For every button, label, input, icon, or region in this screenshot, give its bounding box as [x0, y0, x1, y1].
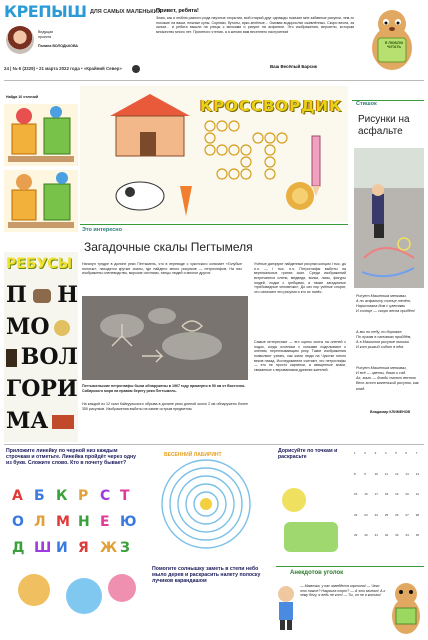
- letters-task-illustration: [4, 478, 142, 626]
- left-col-label: Найди 10 отличий: [6, 95, 39, 99]
- sidebar-rubric: Стишок: [356, 101, 377, 107]
- dot: 16: [364, 492, 368, 497]
- dot: 11: [384, 471, 388, 476]
- poem-author: Владимир КЛИМЕНОВ: [370, 410, 411, 414]
- dot: 24: [374, 512, 378, 517]
- photo-caption: Пегтымельские петроглифы были обнаружены в 1967 году примерно в 50 км от Восточно-Сибирского моря на правом берегу реки Пегтымель.: [82, 384, 246, 393]
- host-label: Ведущая проекта: [38, 30, 54, 39]
- poem-stanza-1: Рисует Машенька мелками, А по асфальту солнце течёт, Нарисовала дом с цветами И солнце — скоро весна придёт!: [356, 294, 416, 314]
- maze-label: ВЕСЕННИЙ ЛАБИРИНТ: [164, 452, 222, 458]
- svg-text:Б: Б: [34, 488, 45, 504]
- svg-text:А: А: [12, 488, 23, 504]
- dot: 18: [384, 492, 389, 497]
- sidebar-title: Рисунки на асфальте: [358, 114, 410, 137]
- dot: 21: [415, 492, 420, 497]
- dot: 35: [415, 533, 420, 538]
- dot: 12: [395, 471, 399, 476]
- svg-text:З: З: [120, 540, 130, 556]
- page-badge: [132, 65, 140, 73]
- dots-task-illustration: [274, 478, 348, 558]
- article-headline: Загадочные скалы Пегтымеля: [84, 240, 253, 254]
- dot: 6: [405, 451, 408, 455]
- bottom-divider: [4, 444, 424, 445]
- dot: 20: [405, 492, 409, 497]
- article-col2: Учёные датируют найденные рисунки концом I тыс. до н.э. — I тыс. н.э. Петроглифы выбиты на вертикальных гранях скал. Среди изображений встречаются олени, медведи, волки, лисы, фигуры людей, лодки с гребцами, а также загадочные «грибовидные человечки». До сих пор учёные спорят, что означают эти рисунки и кто их нанёс.: [254, 262, 346, 295]
- poem-stanza-3: Рисует Машенька мелками, И всё — цветы, дома и сад. Ах, жаль — дожди смоют весною Весь этот маленький рисунок, как клад.: [356, 366, 419, 391]
- issue-line: 24 | № 6 (3229) • 21 марта 2022 года • «Крайний Север»: [4, 66, 122, 71]
- svg-text:С: С: [100, 488, 111, 504]
- dot: 23: [364, 512, 368, 517]
- joke-text: — Мамочка, у нас заведётся картина! — Чего это такое? Накрыла торт? — А это молоко! А к чему бегу, я ведь не кот! — Ты, он не в котики!: [300, 584, 386, 598]
- find-differences-picture-2: [4, 170, 78, 232]
- maze-caption: Помогите солнышку заметь в степи небо мыло дерев и раскрасить налету полоску лучиков карандашом: [152, 566, 261, 585]
- dot: 22: [354, 512, 358, 517]
- rebus-row-4: [6, 376, 78, 404]
- dot: 34: [405, 533, 409, 538]
- hamster-mascot: [360, 2, 424, 78]
- dot: 7: [415, 451, 418, 455]
- dot: 28: [415, 512, 420, 517]
- dot: 9: [364, 471, 366, 476]
- dot: 8: [354, 471, 356, 476]
- svg-text:Л: Л: [34, 514, 46, 530]
- svg-text:Е: Е: [100, 514, 110, 530]
- rebus-letter-2: Н: [57, 282, 78, 308]
- greeting-text: Знаю, как я люблю разного рода научные открытия, мой старый друг однажды показал мне забавные рисунки, чем-то похожие на ваши, нежные купы. Сорняки, бутоны, ярко-зелёные… Оживая водорослях оживлённых. Скоро весна, за окном… и ребята вышли на улицы с мелками и рисуют на асфальте. Это изображения, вероятно, которым множество много лет. Приятного чтения, а я желаю вам весеннего настроения!: [156, 16, 354, 35]
- chalk-drawing-photo: [354, 148, 424, 288]
- article-col1-b: На каждой из 12 скал Кайкуульского обрыва в долине реки длиной около 2 км обнаружено более 350 рисунков. Изображения выбиты на камне острым предметом.: [82, 402, 248, 411]
- logo: КРЕПЫШ: [4, 2, 87, 21]
- signature: Ваш Весёлый Барсик: [270, 64, 318, 69]
- dot: 13: [405, 471, 409, 476]
- rebus-picture-2: [54, 320, 70, 336]
- article-rule: [80, 224, 348, 225]
- poem-stanza-2: А мы по небу, по дорожке, По лужам в сапожках пройдём, А в Машином рисунке окошки И кот рыжий сидит в нём.: [356, 330, 412, 350]
- dot: 25: [384, 512, 389, 517]
- rebus-row-5: [6, 408, 78, 436]
- dot: 4: [384, 451, 387, 455]
- dot: 17: [374, 492, 378, 497]
- dot: 3: [374, 451, 377, 455]
- svg-text:Д: Д: [12, 540, 25, 556]
- dot: 14: [415, 471, 420, 476]
- kid-illustration: [274, 584, 298, 630]
- masthead: [0, 0, 428, 82]
- dots-task-title: Дорисуйте по точкам и раскрасьте: [278, 448, 338, 461]
- dot: 2: [364, 451, 366, 455]
- rebus-word-mo: МО: [6, 314, 50, 340]
- svg-text:М: М: [56, 514, 70, 530]
- greeting-title: Привет, ребята!: [156, 8, 199, 14]
- dot: 19: [395, 492, 399, 497]
- rebus-word-vol: ВОЛ: [20, 344, 78, 370]
- rebus-word-ma: МА: [6, 408, 49, 434]
- dot: 15: [354, 492, 358, 497]
- dot: 30: [364, 533, 368, 538]
- rebus-word-gori: ГОРИ: [6, 376, 78, 402]
- rebus-row-3: [6, 344, 78, 372]
- find-differences-picture-1: [4, 104, 78, 166]
- masthead-divider: [4, 80, 424, 81]
- spring-maze: [146, 448, 266, 552]
- rebus-title: РЕБУСЫ: [6, 256, 73, 272]
- dot-to-dot-grid: [350, 448, 424, 556]
- dot: 27: [405, 512, 409, 517]
- logo-subtitle: ДЛЯ САМЫХ МАЛЕНЬКИХ: [90, 9, 162, 15]
- rebus-picture-1: [33, 289, 51, 303]
- letters-task-title: Приложите линейку по черной низ каждым строчкам и отметьте. Линейка пройдёт через одну из букв. Сложите слово. Кто в почету бывает?: [6, 448, 137, 467]
- article-col3: Самые интересные — это сцены охоты на оленей с лодок, когда охотники с копьями подплывают к оленям, переплывающим реку. Такие изображения позволяют узнать, как жили люди на Чукотке много веков назад. Исследователи считают, что петроглифы — это не просто картинки, а священные знаки, связанные с верованиями древних жителей.: [254, 340, 346, 373]
- rebus-row-2: [6, 314, 78, 342]
- article-rubric: Это интересно: [82, 227, 122, 233]
- petroglyph-photo: [82, 296, 248, 380]
- badge-text: Я ЛЮБЛЮ ЧИТАТЬ: [384, 41, 404, 49]
- svg-text:Ш: Ш: [34, 540, 52, 556]
- svg-text:О: О: [12, 514, 24, 530]
- dot: 26: [395, 512, 399, 517]
- svg-text:Ю: Ю: [120, 514, 137, 530]
- host-name: Полина ВОЛОДЬКОВА: [38, 44, 78, 48]
- svg-text:И: И: [56, 540, 68, 556]
- svg-text:Я: Я: [78, 540, 89, 556]
- dot: 29: [354, 533, 358, 538]
- host-photo: [6, 26, 34, 54]
- crossword-title: КРОССВОРДИК: [200, 97, 343, 115]
- dot: 1: [354, 451, 356, 455]
- svg-text:Ж: Ж: [100, 540, 118, 556]
- jokes-rule: [276, 566, 424, 567]
- svg-text:К: К: [56, 488, 68, 504]
- rebus-letter-1: П: [6, 282, 27, 308]
- mascot-bottom: [388, 580, 424, 636]
- dot: 10: [374, 471, 378, 476]
- dot: 31: [374, 533, 378, 538]
- rebus-row-1: [6, 282, 78, 310]
- svg-text:Н: Н: [78, 514, 90, 530]
- rebus-picture-3: [6, 349, 17, 367]
- svg-text:Р: Р: [78, 488, 89, 504]
- jokes-title: Анекдотов уголок: [290, 570, 344, 576]
- svg-text:Т: Т: [120, 488, 130, 504]
- rebus-picture-4: [52, 415, 74, 429]
- dot: 33: [395, 533, 399, 538]
- article-lead: Нагалун тундре в долине реки Пегтымель, что в переводе с чукотского означает «Голубые полосы», находятся крутые скалы, где найдено много рисунков — петроглифов. На них изображены оленеводство, морские охотники, танцы людей и многое другое.: [82, 262, 242, 276]
- dot: 5: [395, 451, 397, 455]
- dot: 32: [384, 533, 389, 538]
